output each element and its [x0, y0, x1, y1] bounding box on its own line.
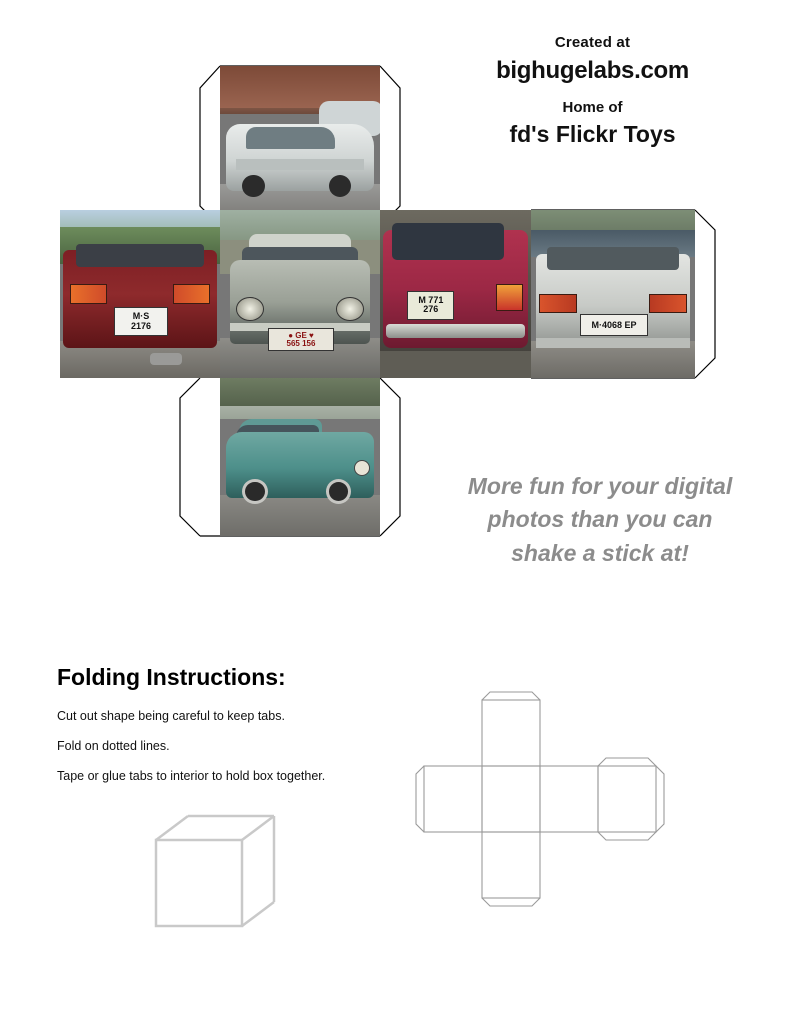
instruction-step-1: Cut out shape being careful to keep tabs. — [57, 709, 285, 723]
license-plate-mid: ● GE ♥ 565 156 — [268, 328, 334, 352]
photo-right-white-car-rear — [531, 210, 695, 378]
brand-name: bighugelabs.com — [496, 57, 689, 84]
home-of-label: Home of — [562, 99, 623, 116]
product-name: fd's Flickr Toys — [509, 121, 676, 147]
photo-bottom-teal-car — [220, 378, 380, 536]
license-plate-mid2: M 771 276 — [407, 291, 454, 320]
photo-left-red-car-rear — [60, 210, 220, 378]
instructions-title: Folding Instructions: — [57, 664, 286, 690]
folding-instructions — [57, 664, 427, 799]
photo-mid2-magenta-car-rear — [380, 210, 531, 378]
photo-cube-net — [55, 58, 715, 528]
photo-mid-grey-car-front — [220, 210, 380, 378]
created-at-label: Created at — [554, 34, 631, 51]
photo-top-silver-sedan — [220, 66, 380, 226]
tagline-text: More fun for your digital photos than you can shake a stick at! — [467, 473, 733, 566]
license-plate-left: M·S 2176 — [114, 307, 167, 336]
cube-net-diagram — [410, 690, 740, 945]
license-plate-right: M·4068 EP — [580, 314, 648, 336]
cube-illustration — [148, 810, 288, 945]
instruction-step-3: Tape or glue tabs to interior to hold box together. — [57, 769, 326, 783]
instruction-step-2: Fold on dotted lines. — [57, 739, 170, 753]
